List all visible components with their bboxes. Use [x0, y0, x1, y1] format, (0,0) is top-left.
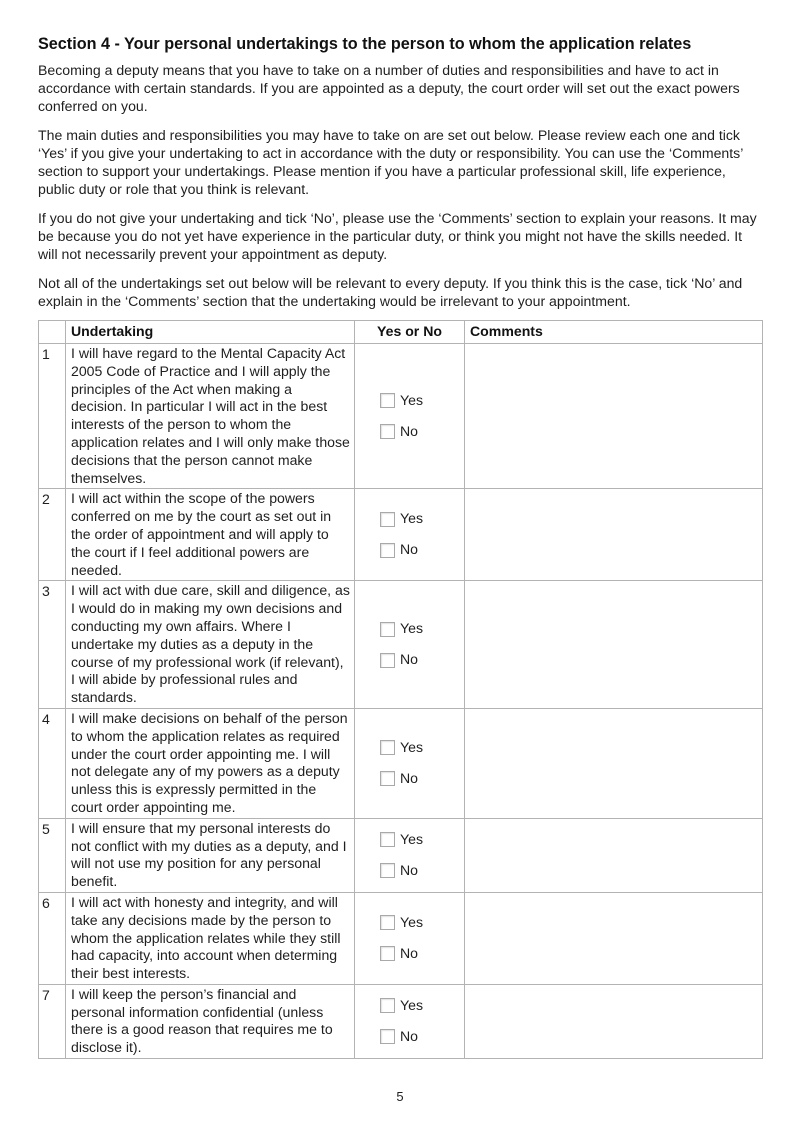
table-row — [39, 708, 763, 818]
row-number: 2 — [39, 489, 66, 581]
yes-option[interactable] — [380, 619, 464, 639]
no-option[interactable] — [380, 1027, 464, 1047]
yes-option[interactable] — [380, 509, 464, 529]
intro-paragraph-4: Not all of the undertakings set out below will be relevant to every deputy. If you think this is the case, tick ‘No’ and explain in the ‘Comments’ section that the undertaking would be irrelevant to your appointment. — [38, 275, 743, 309]
no-option[interactable] — [380, 944, 464, 964]
yes-label: Yes — [400, 510, 423, 527]
undertaking-text: I will act with due care, skill and diligence, as I would do in making my own decisions and conducting my own affairs. Where I undertake my duties as a deputy in the course of my professional work (if relevant), I will abide by professional rules and standards. — [66, 581, 355, 709]
intro-paragraph-3: If you do not give your undertaking and tick ‘No’, please use the ‘Comments’ section to explain your reasons. It may be because you do not yet have experience in the particular duty, or think you might not have the skills needed. It will not necessarily prevent your appointment as deputy. — [38, 210, 757, 262]
yes-label: Yes — [400, 620, 423, 637]
undertaking-text: I will act within the scope of the powers conferred on me by the court as set out in the order of appointment and will apply to the court if I feel additional powers are needed. — [66, 489, 355, 581]
no-label: No — [400, 769, 419, 786]
table-row — [39, 892, 763, 984]
yes-no-cell — [355, 984, 465, 1058]
yes-option[interactable] — [380, 913, 464, 933]
no-checkbox[interactable] — [380, 771, 395, 786]
yes-label: Yes — [400, 830, 423, 847]
yes-checkbox[interactable] — [380, 832, 395, 847]
row-number: 4 — [39, 708, 66, 818]
no-option[interactable] — [380, 861, 464, 881]
no-label: No — [400, 1028, 419, 1045]
comments-field[interactable] — [465, 984, 763, 1058]
intro-paragraph-2: The main duties and responsibilities you may have to take on are set out below. Please review each one and tick ‘Yes’ if you give your undertaking to act in accordance with the duty or responsibility. You can use the ‘Comments’ section to support your undertakings. Please mention if you have a particular professional skill, life experience, public duty or role that you think is relevant. — [38, 127, 743, 197]
header-yes-or-no: Yes or No — [355, 321, 465, 344]
comments-field[interactable] — [465, 581, 763, 709]
yes-checkbox[interactable] — [380, 740, 395, 755]
comments-field[interactable] — [465, 489, 763, 581]
header-number — [39, 321, 66, 344]
no-label: No — [400, 541, 419, 558]
row-number: 7 — [39, 984, 66, 1058]
intro-paragraph-1: Becoming a deputy means that you have to take on a number of duties and responsibilities and have to act in accordance with certain standards. If you are appointed as a deputy, the court order will set out the exact powers conferred on you. — [38, 62, 740, 114]
yes-option[interactable] — [380, 996, 464, 1016]
no-checkbox[interactable] — [380, 424, 395, 439]
no-checkbox[interactable] — [380, 543, 395, 558]
yes-option[interactable] — [380, 738, 464, 758]
yes-checkbox[interactable] — [380, 998, 395, 1013]
undertaking-text: I will keep the person’s financial and personal information confidential (unless there is a good reason that requires me to disclose it). — [66, 984, 355, 1058]
row-number: 3 — [39, 581, 66, 709]
table-row — [39, 581, 763, 709]
table-header-row — [39, 321, 763, 344]
yes-no-cell — [355, 489, 465, 581]
yes-checkbox[interactable] — [380, 393, 395, 408]
no-label: No — [400, 651, 419, 668]
no-option[interactable] — [380, 422, 464, 442]
no-checkbox[interactable] — [380, 653, 395, 668]
undertaking-text: I will have regard to the Mental Capacity Act 2005 Code of Practice and I will apply the principles of the Act when making a decision. In particular I will act in the best interests of the person to whom the application relates and I will only make those decisions that the person cannot make themselves. — [66, 344, 355, 489]
comments-field[interactable] — [465, 892, 763, 984]
comments-field[interactable] — [465, 344, 763, 489]
no-option[interactable] — [380, 540, 464, 560]
yes-no-cell — [355, 344, 465, 489]
yes-no-cell — [355, 708, 465, 818]
table-row — [39, 818, 763, 892]
no-checkbox[interactable] — [380, 1029, 395, 1044]
comments-field[interactable] — [465, 818, 763, 892]
yes-no-cell — [355, 818, 465, 892]
section-4 — [38, 33, 762, 321]
no-checkbox[interactable] — [380, 946, 395, 961]
section-title: Section 4 - Your personal undertakings to the person to whom the application relates — [38, 35, 692, 53]
no-label: No — [400, 861, 419, 878]
yes-option[interactable] — [380, 830, 464, 850]
row-number: 5 — [39, 818, 66, 892]
undertakings-table — [38, 320, 763, 1059]
page-number: 5 — [396, 1089, 404, 1104]
row-number: 1 — [39, 344, 66, 489]
no-checkbox[interactable] — [380, 863, 395, 878]
undertaking-text: I will ensure that my personal interests do not conflict with my duties as a deputy, and I will not use my position for any personal benefit. — [66, 818, 355, 892]
yes-label: Yes — [400, 997, 423, 1014]
yes-checkbox[interactable] — [380, 915, 395, 930]
no-option[interactable] — [380, 650, 464, 670]
table-row — [39, 984, 763, 1058]
row-number: 6 — [39, 892, 66, 984]
header-undertaking: Undertaking — [66, 321, 355, 344]
header-comments: Comments — [465, 321, 763, 344]
undertaking-text: I will make decisions on behalf of the person to whom the application relates as required under the court order appointing me. I will not delegate any of my powers as a deputy unless this is expressly permitted in the court order appointing me. — [66, 708, 355, 818]
no-label: No — [400, 944, 419, 961]
yes-label: Yes — [400, 913, 423, 930]
yes-checkbox[interactable] — [380, 512, 395, 527]
yes-option[interactable] — [380, 391, 464, 411]
yes-no-cell — [355, 581, 465, 709]
table-row — [39, 489, 763, 581]
yes-checkbox[interactable] — [380, 622, 395, 637]
undertaking-text: I will act with honesty and integrity, and will take any decisions made by the person to whom the application relates while they still had capacity, into account when determing their best interests. — [66, 892, 355, 984]
yes-label: Yes — [400, 391, 423, 408]
no-label: No — [400, 422, 419, 439]
no-option[interactable] — [380, 769, 464, 789]
yes-no-cell — [355, 892, 465, 984]
comments-field[interactable] — [465, 708, 763, 818]
table-row — [39, 344, 763, 489]
yes-label: Yes — [400, 738, 423, 755]
